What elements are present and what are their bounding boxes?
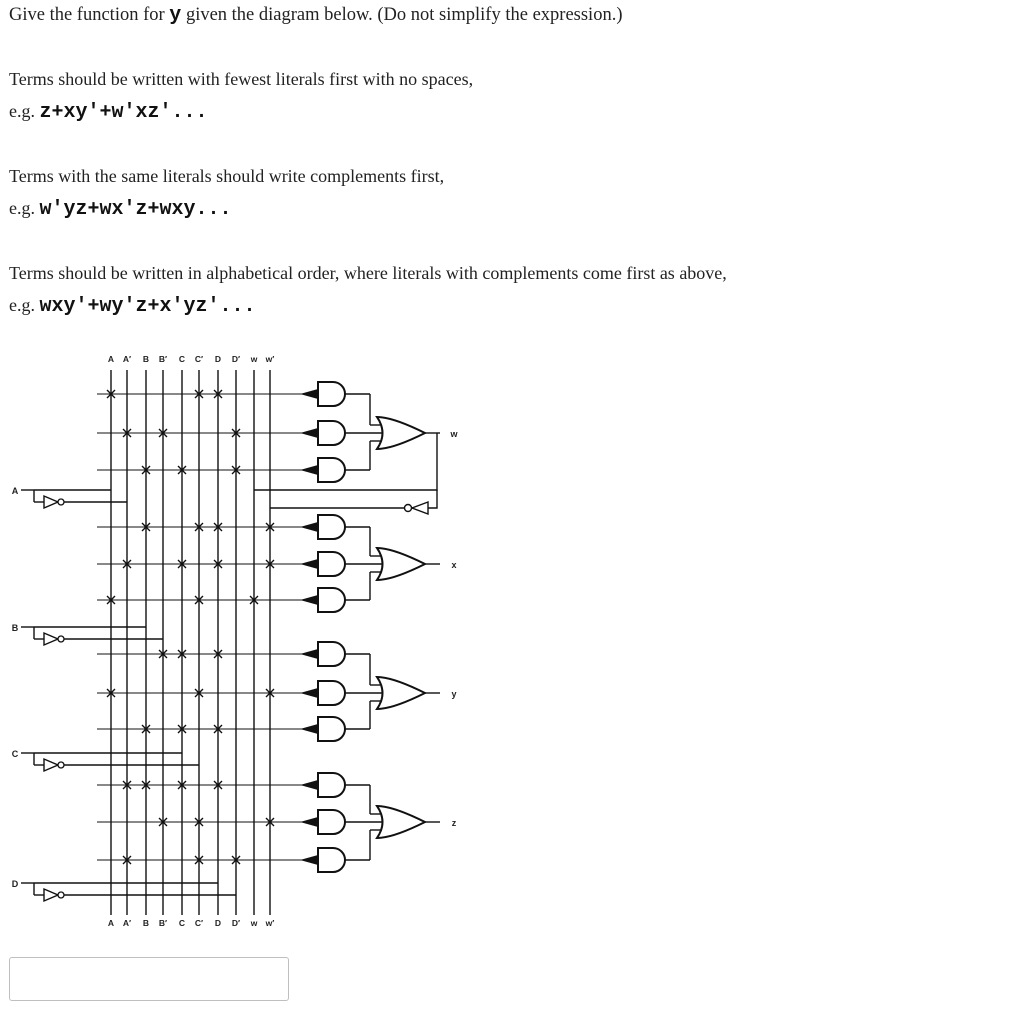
and-gate-arrow	[300, 817, 318, 827]
column-label-top: w	[250, 354, 258, 364]
output-label: w	[450, 429, 458, 439]
not-gate-bubble	[58, 499, 64, 505]
not-gate	[44, 889, 58, 901]
and-gate	[318, 552, 345, 576]
pla-logic-diagram	[0, 340, 480, 940]
column-label-bottom: C	[178, 918, 186, 928]
not-gate-bubble	[58, 636, 64, 642]
column-label-top: B′	[158, 354, 168, 364]
column-label-top: A′	[122, 354, 132, 364]
or-gate	[377, 677, 425, 709]
column-label-top: A	[107, 354, 115, 364]
rule-1-eg: e.g.	[9, 101, 40, 121]
rule-2-eg: e.g.	[9, 198, 40, 218]
and-gate-arrow	[300, 428, 318, 438]
and-gate	[318, 588, 345, 612]
rule-2-example	[9, 198, 232, 221]
question-text	[9, 4, 622, 27]
column-label-top: D′	[231, 354, 241, 364]
and-gate	[318, 810, 345, 834]
and-gate-arrow	[300, 649, 318, 659]
question-after: given the diagram below. (Do not simplify the expression.)	[181, 5, 623, 25]
not-gate-bubble	[58, 892, 64, 898]
column-label-top: B	[142, 354, 150, 364]
and-gate	[318, 642, 345, 666]
and-gate	[318, 717, 345, 741]
column-label-top: D	[214, 354, 222, 364]
and-gate-arrow	[300, 465, 318, 475]
column-label-top: C′	[194, 354, 204, 364]
rule-1-example-code: z+xy′+w′xz′...	[39, 101, 208, 124]
feedback-wire	[270, 490, 437, 508]
column-label-top: w′	[265, 354, 275, 364]
output-label: y	[451, 689, 457, 699]
gate-section	[254, 382, 440, 872]
answer-input[interactable]	[9, 957, 289, 1001]
and-gate-arrow	[300, 855, 318, 865]
rule-1-example	[9, 101, 208, 124]
output-label: z	[451, 818, 457, 828]
not-gate-bubble	[58, 762, 64, 768]
column-label-bottom: D	[214, 918, 222, 928]
rule-2-example-code: w′yz+wx′z+wxy...	[39, 198, 232, 221]
column-label-bottom: D′	[231, 918, 241, 928]
not-gate	[44, 633, 58, 645]
input-label: C	[11, 749, 19, 759]
and-gate-arrow	[300, 688, 318, 698]
feedback-inverter	[412, 502, 428, 514]
feedback-inverter-bubble	[405, 505, 412, 512]
rule-2-text: Terms with the same literals should write complements first,	[9, 166, 445, 186]
not-gate	[44, 759, 58, 771]
column-label-bottom: B′	[158, 918, 168, 928]
and-gate-arrow	[300, 595, 318, 605]
and-gate-arrow	[300, 559, 318, 569]
feedback-wire	[254, 433, 437, 490]
and-gate	[318, 681, 345, 705]
or-gate	[377, 417, 425, 449]
column-label-top: C	[178, 354, 186, 364]
rule-3-eg: e.g.	[9, 295, 40, 315]
and-gate	[318, 382, 345, 406]
and-gate	[318, 515, 345, 539]
and-gate	[318, 458, 345, 482]
or-gate	[377, 806, 425, 838]
and-gate-arrow	[300, 780, 318, 790]
input-label: B	[11, 623, 19, 633]
column-label-bottom: A′	[122, 918, 132, 928]
not-gate	[44, 496, 58, 508]
column-label-bottom: w′	[265, 918, 275, 928]
input-label: D	[11, 879, 19, 889]
column-label-bottom: w	[250, 918, 258, 928]
rule-3-example	[9, 295, 256, 318]
output-label: x	[451, 560, 457, 570]
question-before: Give the function for	[9, 5, 170, 25]
input-label: A	[11, 486, 19, 496]
column-lines	[111, 370, 270, 915]
column-label-bottom: C′	[194, 918, 204, 928]
rule-1-text: Terms should be written with fewest literals first with no spaces,	[9, 69, 474, 89]
column-label-bottom: A	[107, 918, 115, 928]
rule-3-example-code: wxy′+wy′z+x′yz′...	[39, 295, 256, 318]
rule-3-text: Terms should be written in alphabetical order, where literals with complements come first as above,	[9, 263, 727, 283]
input-section	[21, 490, 236, 901]
column-label-bottom: B	[142, 918, 150, 928]
or-gate	[377, 548, 425, 580]
question-variable: y	[169, 4, 182, 27]
and-gate	[318, 421, 345, 445]
and-gate	[318, 848, 345, 872]
and-gate-arrow	[300, 522, 318, 532]
and-gate	[318, 773, 345, 797]
and-gate-arrow	[300, 724, 318, 734]
and-gate-arrow	[300, 389, 318, 399]
